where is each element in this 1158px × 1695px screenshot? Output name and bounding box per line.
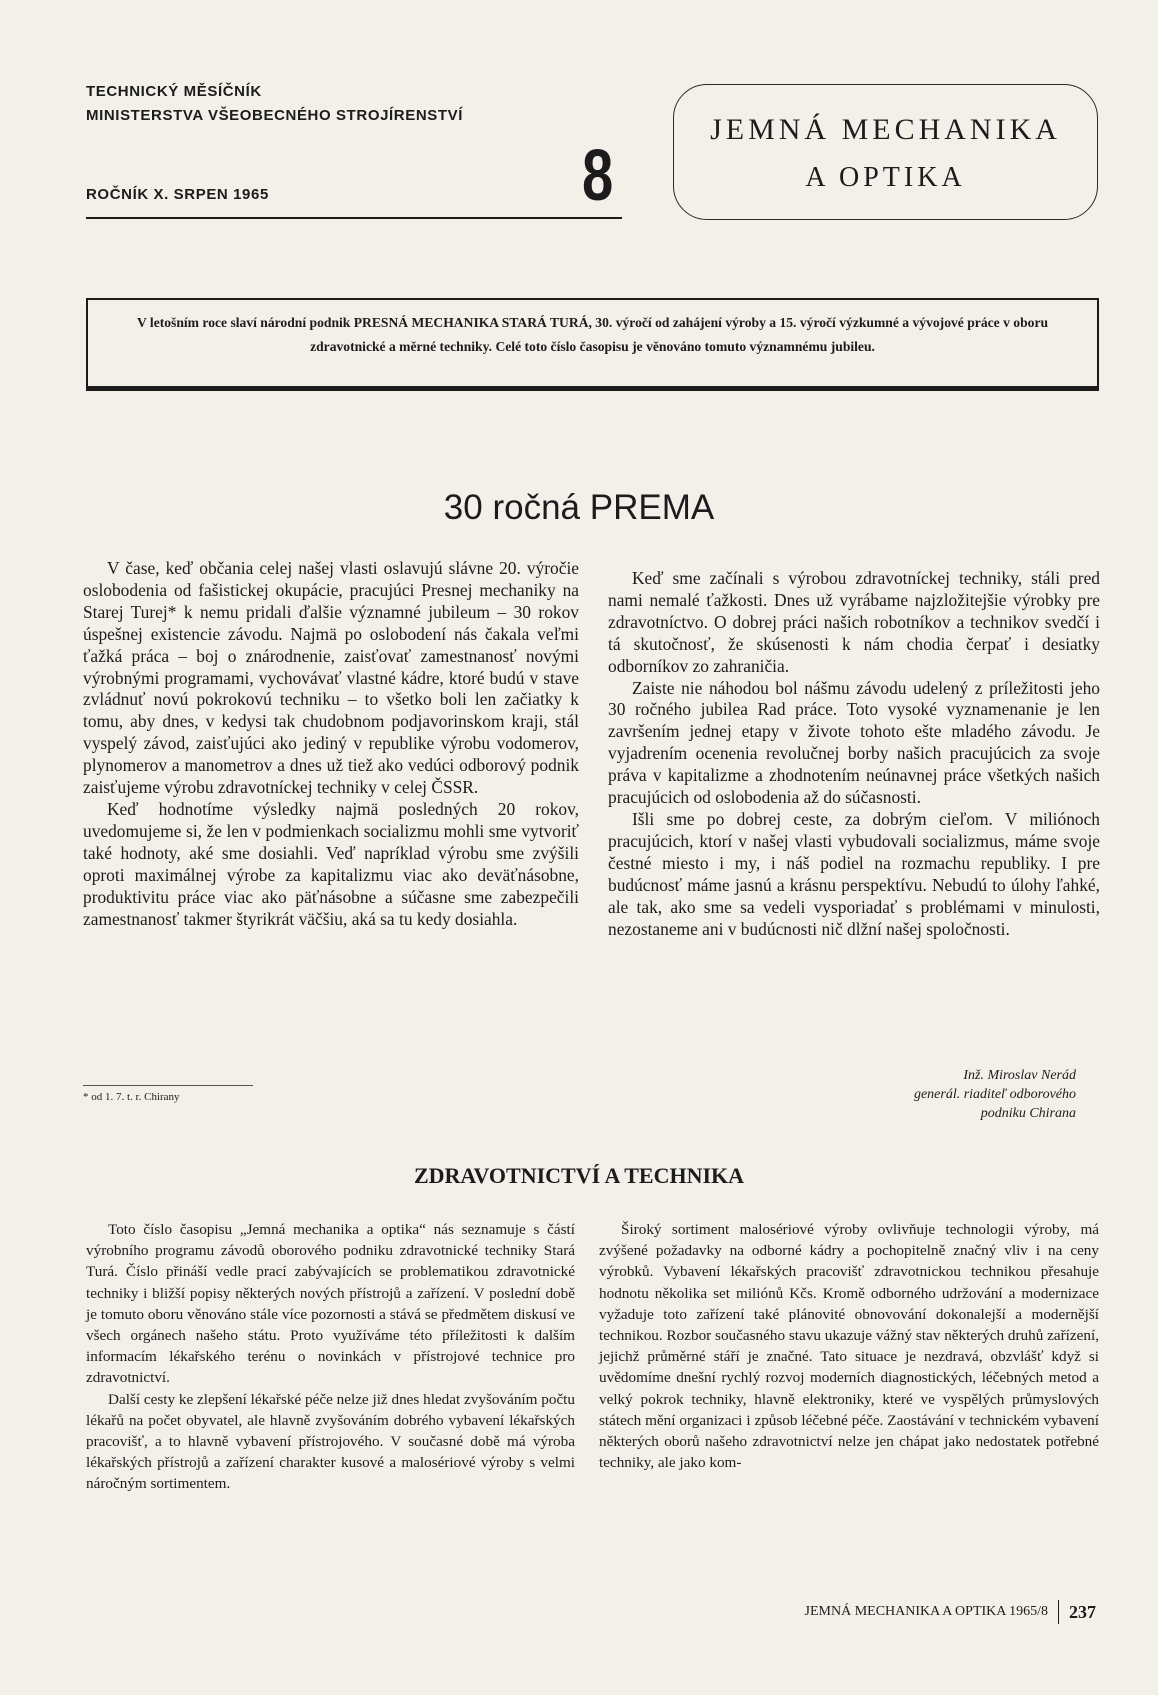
page-footer <box>805 1600 1096 1624</box>
footer-divider <box>1058 1600 1059 1624</box>
paragraph: Toto číslo časopisu „Jemná mechanika a optika“ nás seznamuje s částí výrobního programu závodů oborového podniku zdravotnické techniky Stará Turá. Číslo přináší vedle prací zabývajících se problematikou zdravotnické techniky i bližší popisy některých nových přístrojů a zařízení. V poslední době je tomuto oboru věnováno stále více pozornosti a stává se předmětem diskusí ve všech orgánech našeho státu. Proto využíváme této příležitosti k dalším informacím lékařského terénu o novinkách v přístrojové technice pro zdravotnictví. <box>86 1221 575 1387</box>
paragraph: V čase, keď občania celej našej vlasti oslavujú slávne 20. výročie oslobodenia od fašistickej okupácie, pracujúci Presnej mechaniky na Starej Turej* k nemu pridali ďalšie významné jubileum – 30 rokov úspešnej existencie závodu. Najmä po oslobodení nás čakala veľmi ťažká práca – boj o znárodnenie, zaisťovať zamestnanosť novými výrobnými programami, vychovávať vlastné kádre, ktoré budú v stave zvládnuť novú pokrokovú techniku – to všetko boli len začiatky k tomu, aby dnes, v kedysi tak chudobnom podjavorinskom kraji, stál vyspelý závod, zaisťujúci ako jediný v republike výrobu vodomerov, plynomerov a manometrov a dnes už tiež ako vedúci odborový podnik zaisťujeme výrobu zdravotníckej techniky v celej ČSSR. <box>83 558 579 798</box>
paragraph: Další cesty ke zlepšení lékařské péče nelze již dnes hledat zvyšováním počtu lékařů na počet obyvatel, ale hlavně zvyšováním dobrého vybavení lékařských pracovišť, a to hlavně vybavení přístrojového. V současné době má výroba lékařských přístrojů a zařízení charakter kusové a malosériové výroby s velmi náročným sortimentem. <box>86 1390 575 1493</box>
signature-company: podniku Chirana <box>980 1106 1076 1121</box>
announcement-box <box>86 298 1099 388</box>
masthead-line1: TECHNICKÝ MĚSÍČNÍK <box>86 83 262 100</box>
issue-number: 8 <box>582 136 614 216</box>
article2-title: ZDRAVOTNICTVÍ A TECHNIKA <box>413 1163 745 1188</box>
masthead-publisher <box>86 80 621 128</box>
issue-info: ROČNÍK X. SRPEN 1965 <box>86 186 269 203</box>
journal-title-line1: JEMNÁ MECHANIKA <box>710 113 1061 146</box>
paragraph: Keď hodnotíme výsledky najmä posledných 20 rokov, uvedomujeme si, že len v podmienkach socializmu mohli sme vytvoriť také hodnoty, aké sme dosiahli. Veď napríklad výrobu sme zvýšili oproti maximálnej výrobe za kapitalizmu viac ako deväťnásobne, produktivitu práce viac ako päťnásobne a súčasne sme zabezpečili zamestnanosť takmer štyrikrát väčšiu, aká sa tu kedy dosiahla. <box>83 798 579 929</box>
journal-title-box <box>673 84 1098 220</box>
paragraph: Zaiste nie náhodou bol nášmu závodu udelený z príležitosti jeho 30 ročného jubilea Rad práce. Toto vysoké vyznamenanie je len završením jednej etapy v živote tohoto ešte mladého závodu. Je vyjadrením ocenenia revolučnej borby našich pracujúcich za svoje práva v kapitalizme a zhodnotením neúnavnej práce všetkých našich pracujúcich od oslobodenia až do súčasnosti. <box>608 677 1100 808</box>
article2-right-column <box>599 1219 1099 1473</box>
journal-title-line2: A OPTIKA <box>805 162 966 193</box>
footnote-rule <box>83 1085 253 1086</box>
paragraph: Keď sme začínali s výrobou zdravotníckej techniky, stáli pred nami nemalé ťažkosti. Dnes už vyrábame najzložitejšie výrobky pre zdravotníctvo. O dobrej práci našich robotníkov a technikov svedčí i tá skutočnosť, že skúsenosti k nám chodia čerpať i desiatky odborníkov zo zahraničia. <box>608 568 1100 676</box>
signature-name: Inž. Miroslav Nerád <box>963 1068 1076 1083</box>
article1-title: 30 ročná PREMA <box>443 488 715 527</box>
article1-right-column <box>608 568 1100 940</box>
signature-role: generál. riaditeľ odborového <box>913 1087 1076 1102</box>
masthead-line2: MINISTERSTVA VŠEOBECNÉHO STROJÍRENSTVÍ <box>86 107 464 124</box>
footnote: * od 1. 7. t. r. Chirany <box>83 1091 180 1103</box>
page-number: 237 <box>1069 1601 1096 1622</box>
article1-left-column <box>83 558 579 930</box>
paragraph: Išli sme po dobrej ceste, za dobrým cieľom. V miliónoch pracujúcich, ktorí v našej vlasti vybudovali socializmus, máme svoje čestné miesto i my, i náš podiel na rozmachu republiky. I pre budúcnosť máme jasnú a krásnu perspektívu. Nebudú to úlohy ľahké, ale tak, ako sme sa vedeli vysporiadať s problémami v minulosti, nezostaneme ani v budúcnosti nič dlžní našej spoločnosti. <box>608 808 1100 939</box>
footer-journal: JEMNÁ MECHANIKA A OPTIKA 1965/8 <box>804 1604 1048 1619</box>
article2-left-column <box>86 1219 575 1495</box>
masthead-rule <box>86 217 622 219</box>
author-signature <box>820 1066 1076 1123</box>
announcement-text: V letošním roce slaví národní podnik PRESNÁ MECHANIKA STARÁ TURÁ, 30. výročí od zahájení výroby a 15. výročí výzkumné a vývojové práce v oboru zdravotnické a měrné techniky. Celé toto číslo časopisu je věnováno tomuto významnému jubileu. <box>136 315 1049 354</box>
paragraph: Široký sortiment malosériové výroby ovlivňuje technologii výroby, má zvýšené požadavky na odborné kádry a pochopitelně značný vliv i na ceny výrobků. Vybavení lékařských pracovišť zdravotnickou technikou přesahuje hodnotu několika set miliónů Kčs. Kromě odborného udržování a modernizace vyžaduje toto zařízení také plánovité obnovování dokonalejší a modernější technikou. Rozbor současného stavu ukazuje vážný stav některých druhů zařízení, jejichž průměrné stáří je značné. Tato situace je nezdravá, obzvlášť když si uvědomíme dnešní rychlý rozvoj moderních diagnostických, léčebných metod a velký pokrok techniky, hlavně elektroniky, které ve vyspělých průmyslových státech mění organizaci i způsob léčebné péče. Zaostávání v technickém vybavení některých oborů našeho zdravotnictví nelze jen chápat jako nedostatek potřebné techniky, ale jako kom- <box>599 1221 1099 1472</box>
